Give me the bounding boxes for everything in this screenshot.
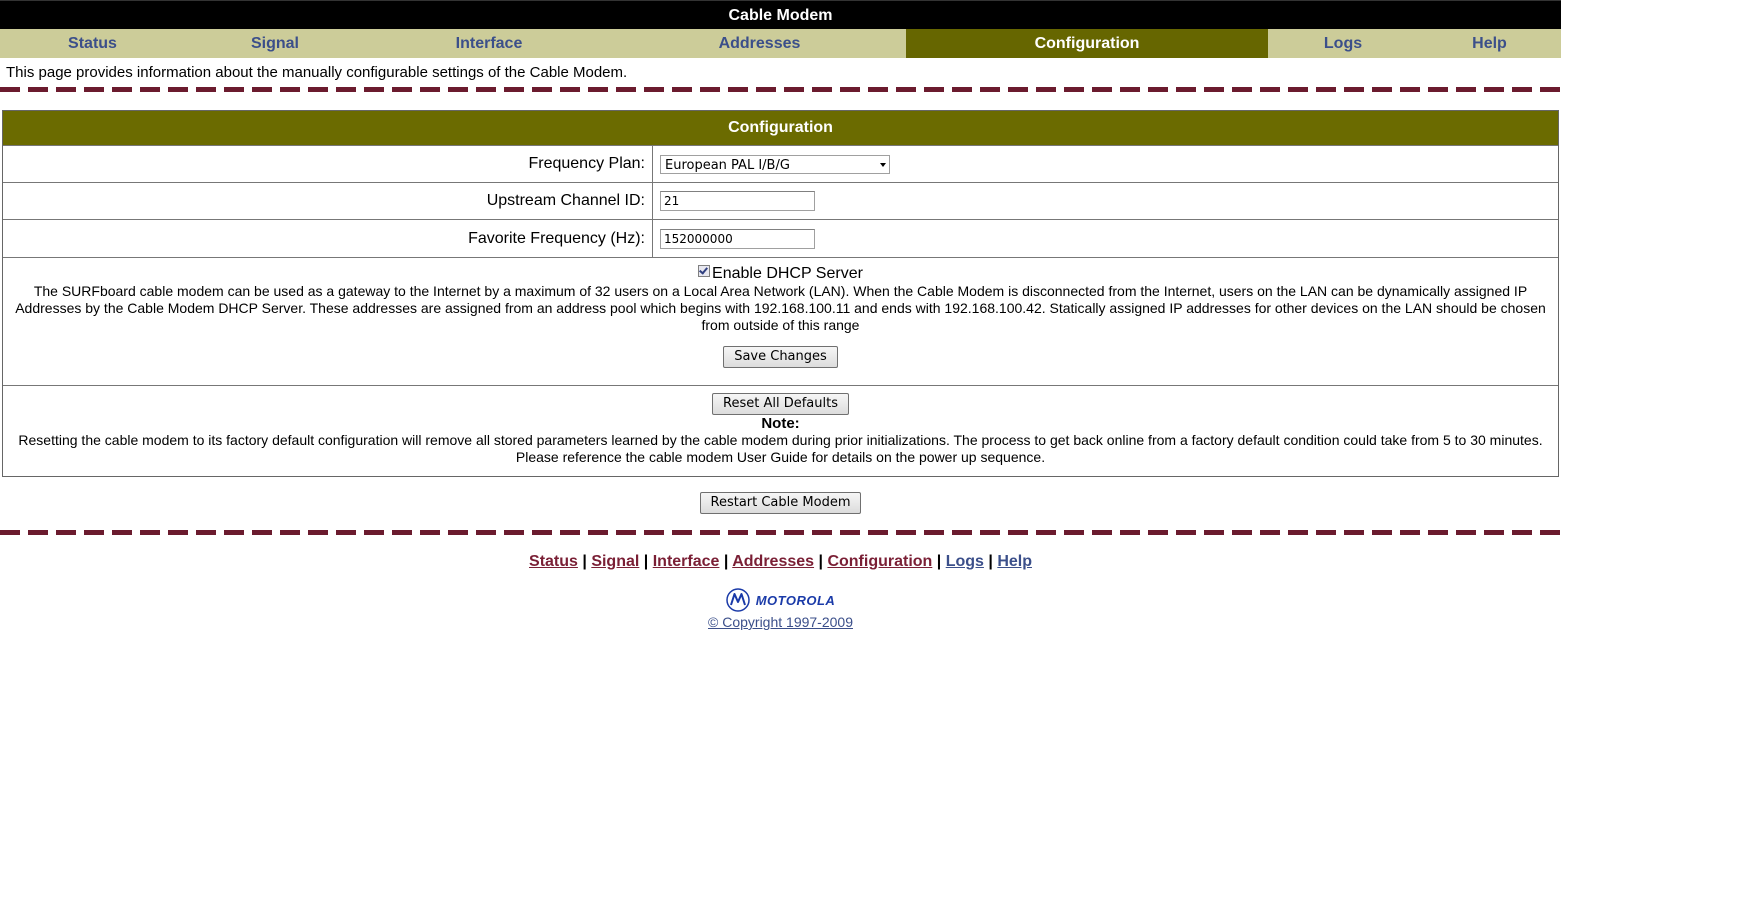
configuration-table: [2, 110, 1559, 477]
note-label: Note:: [761, 415, 800, 432]
copyright-link[interactable]: © Copyright 1997-2009: [708, 614, 853, 630]
footer-separator: |: [723, 553, 729, 570]
motorola-logo-icon: [726, 588, 750, 612]
footer-link-configuration[interactable]: Configuration: [827, 553, 933, 570]
footer-separator: |: [936, 553, 942, 570]
footer-link-help[interactable]: Help: [997, 553, 1032, 570]
tab-signal[interactable]: Signal: [250, 35, 299, 52]
save-changes-button[interactable]: Save Changes: [723, 346, 838, 368]
tab-configuration[interactable]: Configuration: [906, 29, 1268, 58]
footer-link-logs[interactable]: Logs: [945, 553, 984, 570]
brand-name: MOTOROLA: [755, 592, 836, 608]
tab-status[interactable]: Status: [68, 35, 117, 52]
favorite-frequency-row: [3, 219, 1558, 257]
favorite-frequency-input[interactable]: 152000000: [660, 229, 815, 249]
tab-interface[interactable]: Interface: [455, 35, 523, 52]
frequency-plan-label: Frequency Plan:: [3, 146, 653, 182]
divider-bottom: [0, 530, 1561, 535]
main-nav: [0, 29, 1561, 58]
brand: [0, 588, 1561, 617]
restart-cable-modem-button[interactable]: Restart Cable Modem: [700, 492, 862, 514]
frequency-plan-value: European PAL I/B/G: [665, 157, 790, 173]
dhcp-section: [3, 257, 1558, 385]
footer-link-signal[interactable]: Signal: [591, 553, 640, 570]
divider-top: [0, 87, 1561, 92]
reset-section: [3, 385, 1558, 476]
dhcp-label: Enable DHCP Server: [712, 265, 863, 282]
footer-link-status[interactable]: Status: [529, 553, 578, 570]
footer-separator: |: [582, 553, 587, 570]
footer-link-interface[interactable]: Interface: [652, 553, 720, 570]
tab-logs[interactable]: Logs: [1323, 35, 1363, 52]
upstream-channel-input[interactable]: 21: [660, 191, 815, 211]
page-title: Cable Modem: [0, 0, 1561, 30]
upstream-channel-label: Upstream Channel ID:: [3, 183, 653, 219]
page-description: This page provides information about the manually configurable settings of the Cable Modem.: [6, 64, 628, 81]
footer-separator: |: [818, 553, 823, 570]
note-text: Resetting the cable modem to its factory default configuration will remove all stored parameters learned by the cable modem during prior initializations. The process to get back online from a factory default condition could take from 5 to 30 minutes. Please reference the cable modem User Guide for details on the power up sequence.: [18, 432, 1543, 465]
footer-separator: |: [643, 553, 649, 570]
frequency-plan-select[interactable]: [660, 155, 890, 174]
reset-all-defaults-button[interactable]: Reset All Defaults: [712, 393, 849, 415]
dropdown-arrow-icon: [880, 163, 886, 167]
restart-section: [0, 492, 1561, 514]
checkbox-checked-icon[interactable]: [698, 265, 710, 277]
dhcp-description: The SURFboard cable modem can be used as a gateway to the Internet by a maximum of 32 users on a Local Area Network (LAN). When the Cable Modem is disconnected from the Internet, users on the LAN can be dynamically assigned IP Addresses by the Cable Modem DHCP Server. These addresses are assigned from an address pool which begins with 192.168.100.11 and ends with 192.168.100.42. Statically assigned IP addresses for other devices on the LAN should be chosen from outside of this range: [15, 283, 1546, 333]
favorite-frequency-label: Favorite Frequency (Hz):: [3, 220, 653, 257]
configuration-header: Configuration: [3, 111, 1558, 145]
tab-addresses[interactable]: Addresses: [718, 35, 801, 52]
upstream-channel-row: [3, 182, 1558, 219]
tab-help[interactable]: Help: [1472, 35, 1507, 52]
footer-nav: [0, 553, 1561, 571]
frequency-plan-row: [3, 145, 1558, 182]
footer-link-addresses[interactable]: Addresses: [732, 553, 815, 570]
footer-separator: |: [988, 553, 993, 570]
